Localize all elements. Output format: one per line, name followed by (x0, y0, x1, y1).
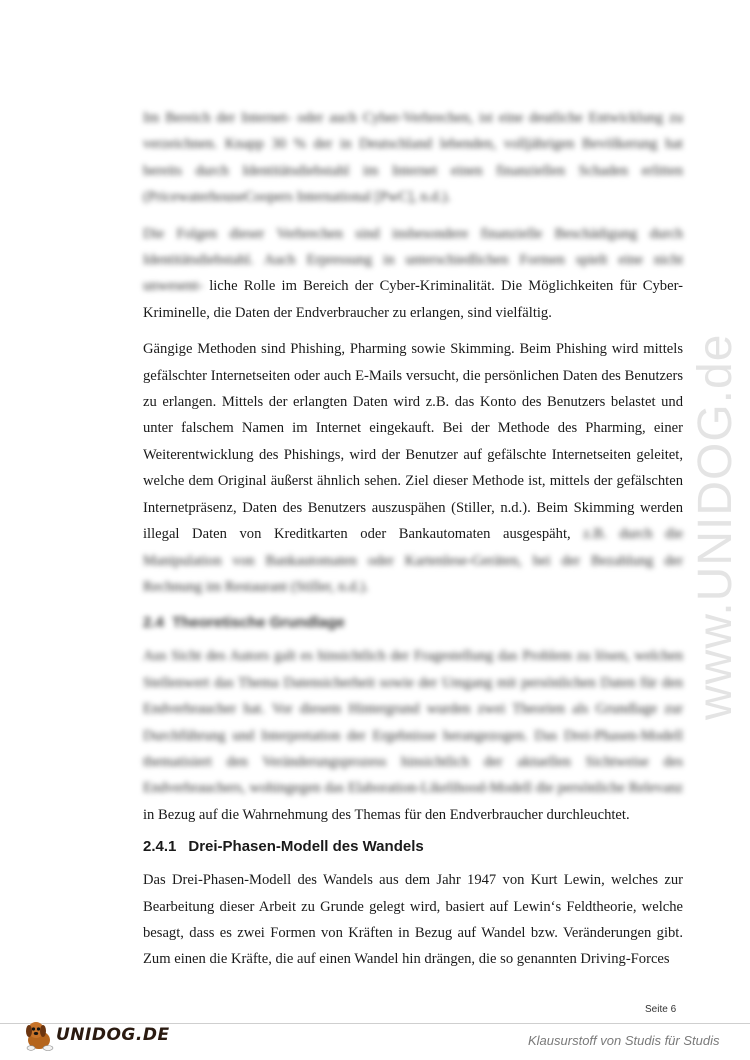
paragraph-2 (143, 221, 683, 327)
watermark-text: www.UNIDOG.de (689, 333, 742, 720)
section-number: 2.4 (143, 614, 164, 632)
paragraph-4-blurred-part: Aus Sicht des Autors galt es hinsichtlich der Fragestellung das Problem zu lösen, welchen Stellenwert das Thema Datensicherheit sowie der Umgang mit persönlichen Daten für den Endverbraucher hat. Vor diesem Hintergrund wurden zwei Theorien als Grundlage zur Durchführung und Interpretation der Ergebnisse herangezogen. Das Drei-Phasen-Modell thematisiert den Veränderungsprozess hinsichtlich der aktuellen Sichtweise des Endverbrauchers, wohingegen das Elaboration-Likelihood-Modell die persönliche Relevanz (143, 648, 683, 797)
paragraph-3-blurred-part: z.B. durch die Manipulation von Bankautomaten oder Kartenlese-Geräten, bei der Bezahlung der Rechnung im Restaurant (Stiller, n.d.). (143, 526, 683, 595)
paragraph-2-visible-part: liche Rolle im Bereich der Cyber-Kriminalität. Die Möglichkeiten für Cyber-Kriminelle, die Daten der Endverbraucher zu erlangen, sind vielfältig. (143, 278, 683, 321)
paragraph-5: Das Drei-Phasen-Modell des Wandels aus dem Jahr 1947 von Kurt Lewin, welches zur Bearbeitung dieser Arbeit zu Grunde gelegt wird, basiert auf Lewin‘s Feldtheorie, welche besagt, dass es zwei Formen von Kräften in Bezug auf Wandel bzw. Veränderungen gibt. Zum einen die Kräfte, die auf einen Wandel hin drängen, die so genannten Driving-Forces (143, 872, 683, 968)
footer-tagline: Klausurstoff von Studis für Studis (528, 1033, 720, 1048)
subsection-number: 2.4.1 (143, 838, 177, 856)
paragraph-blurred-1: Im Bereich der Internet- oder auch Cyber-Verbrechen, ist eine deutliche Entwicklung zu verzeichnen. Knapp 30 % der in Deutschland lebenden, volljährigen Bevölkerung hat bereits durch Identitätsdiebstahl im Internet einen finanziellen Schaden erlitten (PricewaterhouseCoopers International [PwC], n.d.). (143, 110, 683, 206)
subsection-title: Drei-Phasen-Modell des Wandels (188, 838, 424, 856)
paragraph-2-blurred-part: Die Folgen dieser Verbrechen sind insbesondere finanzielle Beschädigung durch Identitätsdiebstahl. Auch Erpressung in unterschiedlichen Formen spielt eine nicht unwesent- (143, 225, 683, 295)
page-content (143, 105, 683, 983)
unidog-logo[interactable] (22, 1018, 172, 1052)
section-title: Theoretische Grundlage (172, 614, 345, 632)
page-number: Seite 6 (645, 1004, 677, 1015)
paragraph-4-visible-part: in Bezug auf die Wahrnehmung des Themas für den Endverbraucher durchleuchtet. (143, 806, 630, 823)
paragraph-3-visible-part: Gängige Methoden sind Phishing, Pharming sowie Skimming. Beim Phishing wird mittels gefälschter Internetseiten oder auch E-Mails versucht, die persönlichen Daten des Benutzers zu erlangen. Mittels der erlangten Daten wird z.B. das Konto des Benutzers belastet und unter falschem Namen im Internet eingekauft. Bei der Methode des Pharming, einer Weiterentwicklung des Phishings, wird der Benutzer auf gefälschte Internetseiten geleitet, welche dem Original äußerst ähnlich sehen. Ziel dieser Methode ist, mittels der gefälschten Internetpräsenz, Daten des Benutzers auszuspähen (Stiller, n.d.). Beim Skimming werden illegal Daten von Kreditkarten oder Bankautomaten ausgespäht, (143, 341, 683, 543)
paragraph-4 (143, 643, 683, 828)
paragraph-3 (143, 336, 683, 600)
subsection-heading-2-4-1 (143, 838, 683, 855)
dog-mascot-icon (22, 1018, 56, 1052)
section-heading-2-4 (143, 614, 683, 631)
logo-text: UNIDOG.DE (56, 1025, 170, 1045)
